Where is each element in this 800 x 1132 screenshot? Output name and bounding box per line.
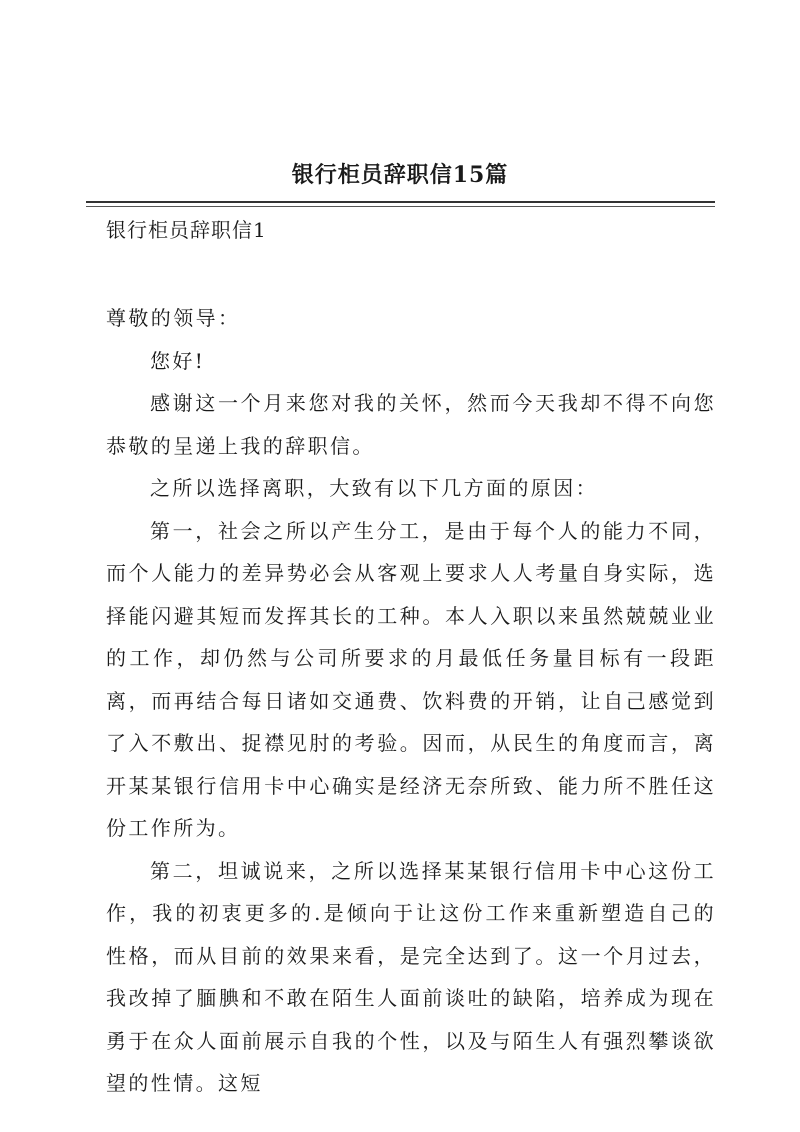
reason-two-paragraph: 第二，坦诚说来，之所以选择某某银行信用卡中心这份工作，我的初衷更多的.是倾向于让这份工作来重新塑造自己的性格，而从目前的效果来看，是完全达到了。这一个月过去，我改掉了腼腆和不敢在陌生人面前谈吐的缺陷，培养成为现在勇于在众人面前展示自我的个性，以及与陌生人有强烈攀谈欲望的性情。这短 [106, 858, 716, 1095]
title-divider-thick [86, 201, 715, 203]
document-title: 银行柜员辞职信15篇 [291, 162, 509, 188]
thanks-paragraph: 感谢这一个月来您对我的关怀，然而今天我却不得不向您恭敬的呈递上我的辞职信。 [106, 391, 716, 458]
section-heading: 银行柜员辞职信1 [106, 218, 267, 242]
reason-one-paragraph: 第一，社会之所以产生分工，是由于每个人的能力不同，而个人能力的差异势必会从客观上要求人人考量自身实际，选择能闪避其短而发挥其长的工种。本人入职以来虽然兢兢业业的工作，却仍然与公司所要求的月最低任务量目标有一段距离，而再结合每日诸如交通费、饮料费的开销，让自己感觉到了入不敷出、捉襟见肘的考验。因而，从民生的角度而言，离开某某银行信用卡中心确实是经济无奈所致、能力所不胜任这份工作所为。 [106, 518, 716, 840]
reasons-intro-paragraph: 之所以选择离职，大致有以下几方面的原因： [150, 476, 598, 500]
letter-body [106, 297, 716, 1105]
greeting-paragraph: 您好! [150, 348, 206, 373]
title-divider-thin [86, 206, 715, 207]
salutation: 尊敬的领导： [106, 306, 241, 330]
